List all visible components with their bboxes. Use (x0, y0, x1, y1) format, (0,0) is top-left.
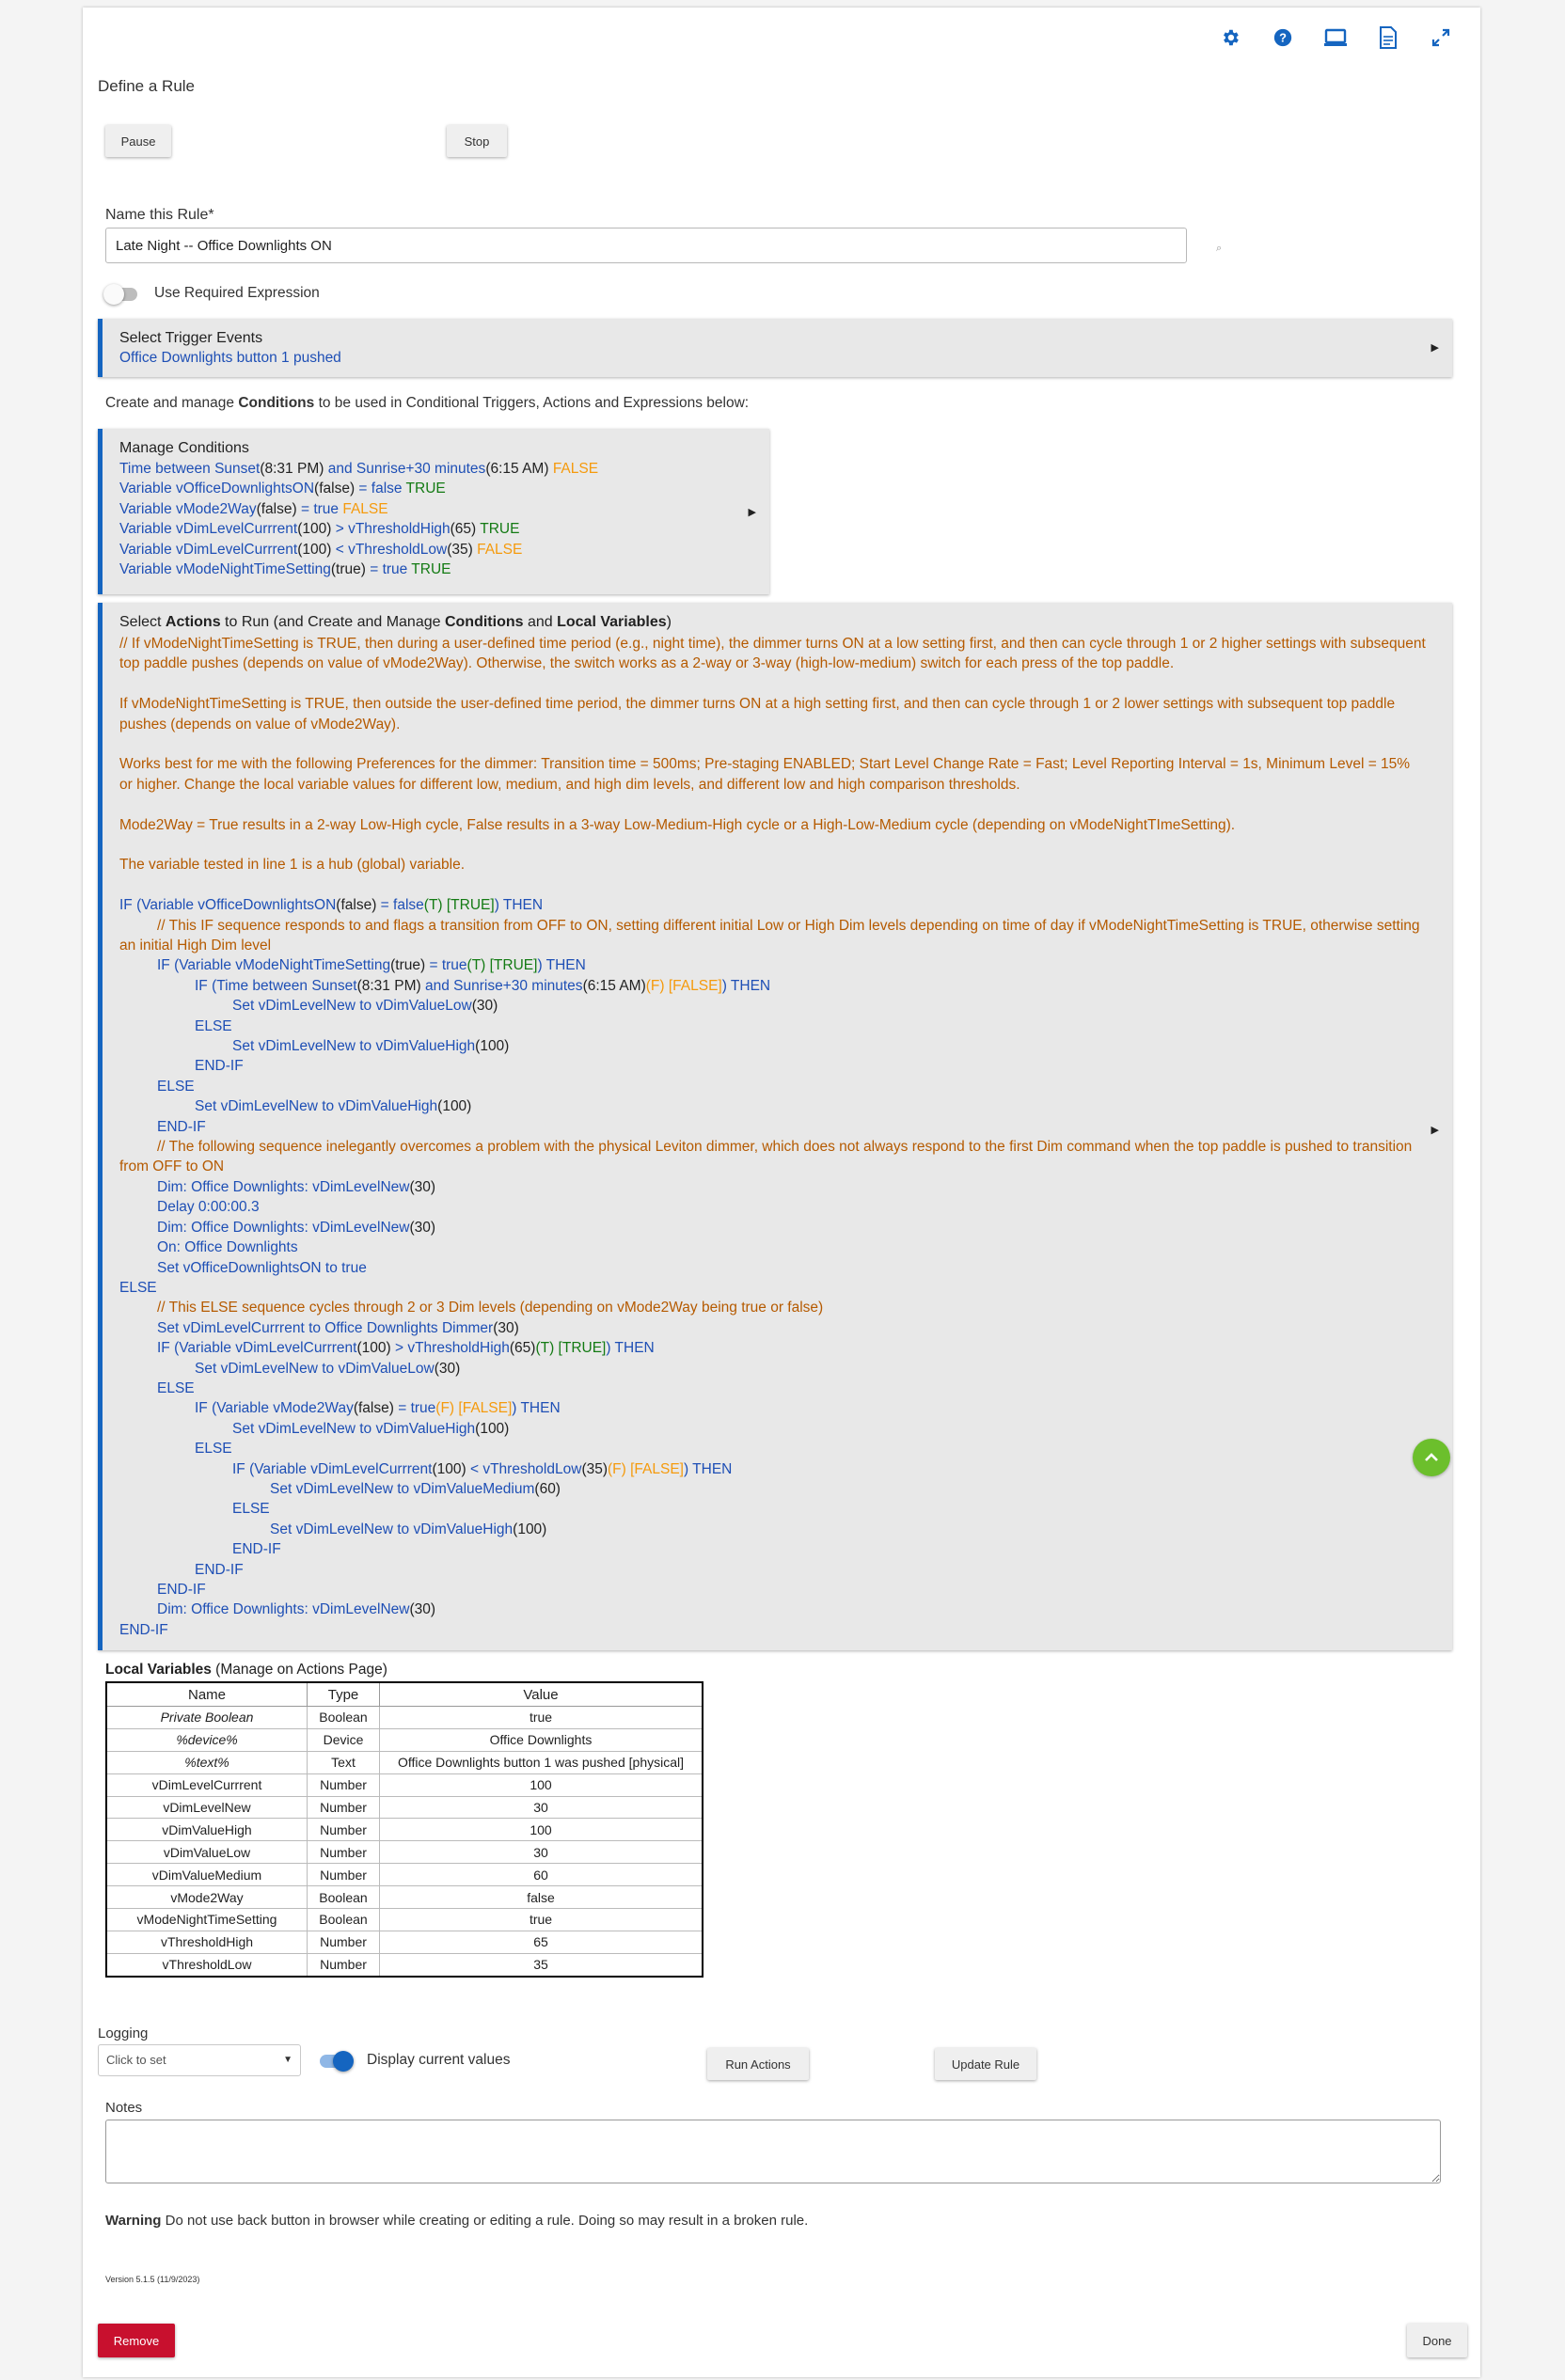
local-variables-table (105, 1681, 703, 1978)
action-line (119, 1580, 1427, 1600)
action-line (119, 1177, 1427, 1197)
table-row (106, 1819, 703, 1841)
table-row (106, 1953, 703, 1976)
action-line (119, 1620, 1427, 1640)
table-cell-name: vDimValueMedium (106, 1864, 308, 1886)
action-comment: // If vModeNightTimeSetting is TRUE, then during a user-defined time period (e.g., night time), the dimmer turns ON at a low setting first, and then can cycle through 1 or 2 higher settings with subsequent top paddle pushes (depends on value of vMode2Way). Otherwise, the switch works as a 2-way or 3-way (high-low-medium) switch for each press of the top paddle. (119, 636, 1426, 672)
condition-line (119, 540, 598, 560)
code-segment: Set vDimLevelNew to vDimValueHigh (232, 1038, 476, 1055)
code-segment: (false) (256, 500, 297, 517)
table-cell-type: Number (308, 1819, 380, 1841)
action-line (119, 1560, 1427, 1580)
table-cell-name: vThresholdHigh (106, 1931, 308, 1953)
actions-panel[interactable] (98, 603, 1452, 1650)
action-code (119, 895, 1427, 1640)
code-segment: IF (Variable vOfficeDownlightsON (119, 897, 337, 914)
code-segment: = true (393, 1400, 436, 1417)
code-segment: Variable vOfficeDownlightsON (119, 481, 315, 497)
expand-arrow-icon: ▶ (748, 507, 756, 518)
condition-line (119, 499, 598, 519)
code-segment: Variable vMode2Way (119, 500, 257, 517)
action-line (119, 1237, 1427, 1257)
actions-heading-part: Conditions (444, 614, 524, 630)
code-segment: On: Office Downlights (157, 1239, 298, 1256)
actions-heading-part: and (523, 614, 558, 630)
table-cell-value: true (380, 1707, 703, 1729)
action-line (119, 1077, 1427, 1096)
condition-line (119, 560, 598, 579)
code-segment: END-IF (157, 1582, 206, 1599)
code-segment: (F) [FALSE] (608, 1460, 684, 1477)
chevron-up-icon (1423, 1449, 1440, 1466)
remove-button[interactable]: Remove (98, 2324, 175, 2357)
table-cell-type: Boolean (308, 1707, 380, 1729)
action-line (119, 1499, 1427, 1519)
action-line (119, 916, 1427, 956)
table-cell-type: Boolean (308, 1909, 380, 1931)
code-segment: (30) (471, 998, 498, 1015)
action-line (119, 1359, 1427, 1379)
code-segment: Set vDimLevelNew to vDimValueHigh (195, 1098, 438, 1115)
table-cell-type: Text (308, 1751, 380, 1773)
code-segment: Dim: Office Downlights: vDimLevelNew (157, 1601, 410, 1618)
code-segment: (8:31 PM) (260, 461, 324, 477)
code-segment: (65) (450, 521, 477, 538)
pause-button[interactable]: Pause (105, 125, 171, 157)
code-segment: END-IF (157, 1118, 206, 1135)
code-segment: ELSE (157, 1379, 195, 1396)
table-row (106, 1751, 703, 1773)
table-cell-value: Office Downlights button 1 was pushed [physical] (380, 1751, 703, 1773)
action-line (119, 1520, 1427, 1539)
table-cell-type: Number (308, 1796, 380, 1819)
action-line (119, 1298, 1427, 1317)
table-cell-value: true (380, 1909, 703, 1931)
code-segment: Delay 0:00:00.3 (157, 1199, 260, 1216)
table-cell-type: Device (308, 1728, 380, 1751)
table-cell-name: Private Boolean (106, 1707, 308, 1729)
code-segment: < vThresholdLow (466, 1460, 582, 1477)
code-segment: IF (Variable vMode2Way (195, 1400, 354, 1417)
action-line (119, 955, 1427, 975)
code-segment: = false (376, 897, 424, 914)
action-line (119, 1197, 1427, 1217)
code-segment: (T) [TRUE] (466, 957, 538, 974)
code-segment: ) THEN (512, 1400, 561, 1417)
table-cell-value: 35 (380, 1953, 703, 1976)
condition-line (119, 479, 598, 498)
action-line (119, 1096, 1427, 1116)
table-cell-type: Number (308, 1864, 380, 1886)
logging-select[interactable] (98, 2044, 301, 2076)
action-line (119, 1459, 1427, 1479)
display-values-toggle[interactable] (320, 2055, 352, 2068)
action-line (119, 976, 1427, 996)
action-line (119, 1439, 1427, 1458)
code-segment: FALSE (339, 500, 388, 517)
actions-heading-part: Actions (165, 614, 221, 630)
code-segment: > vThresholdHigh (390, 1340, 510, 1357)
code-segment: (100) (356, 1340, 391, 1357)
actions-heading-part: Local Variables (557, 614, 667, 630)
stop-button[interactable]: Stop (447, 125, 507, 157)
table-cell-name: vDimValueHigh (106, 1819, 308, 1841)
code-segment: // This IF sequence responds to and flags a transition from OFF to ON, setting different initial Low or High Dim levels depending on time of day if vModeNightTimeSetting is TRUE, otherwise setting an initial High Dim level (119, 917, 1424, 954)
table-cell-value: 100 (380, 1773, 703, 1796)
action-line (119, 1398, 1427, 1418)
action-line (119, 1379, 1427, 1398)
gear-icon[interactable] (1204, 19, 1257, 56)
code-segment: = true (425, 957, 467, 974)
table-cell-value: Office Downlights (380, 1728, 703, 1751)
action-line (119, 1056, 1427, 1076)
action-comment: Mode2Way = True results in a 2-way Low-High cycle, False results in a 3-way Low-Medium-High cycle or a High-Low-Medium cycle (depending on vModeNightTImeSetting). (119, 816, 1236, 833)
table-row (106, 1841, 703, 1864)
actions-heading-part: ) (666, 614, 672, 630)
action-line (119, 895, 1427, 915)
code-segment: (100) (437, 1098, 472, 1115)
trigger-events-panel[interactable] (98, 319, 1452, 377)
conditions-list (119, 459, 598, 579)
table-cell-name: %text% (106, 1751, 308, 1773)
expand-arrow-icon: ▶ (1431, 342, 1439, 354)
table-cell-value: 60 (380, 1864, 703, 1886)
table-row (106, 1909, 703, 1931)
table-cell-type: Number (308, 1931, 380, 1953)
code-segment: (8:31 PM) (356, 977, 421, 994)
table-cell-name: vThresholdLow (106, 1953, 308, 1976)
done-button[interactable]: Done (1407, 2324, 1467, 2357)
document-icon[interactable] (1362, 19, 1415, 56)
code-segment: (false) (353, 1400, 394, 1417)
warning-text: Warning Do not use back button in browser while creating or editing a rule. Doing so may result in a broken rule. (105, 2213, 809, 2229)
table-cell-type: Number (308, 1773, 380, 1796)
help-icon[interactable] (1257, 19, 1309, 56)
code-segment: TRUE (402, 481, 446, 497)
action-line (119, 1419, 1427, 1439)
code-segment: END-IF (195, 1561, 244, 1578)
code-segment: (100) (432, 1460, 466, 1477)
code-segment: (F) [FALSE] (645, 977, 722, 994)
code-segment: Set vDimLevelNew to vDimValueLow (195, 1360, 435, 1377)
trigger-events-summary: Office Downlights button 1 pushed (119, 350, 341, 366)
table-row (106, 1931, 703, 1953)
condition-line (119, 519, 598, 539)
code-segment: > vThresholdHigh (331, 521, 451, 538)
table-row (106, 1728, 703, 1751)
code-segment: (true) (330, 561, 366, 578)
column-header: Name (106, 1682, 308, 1707)
display-values-label: Display current values (367, 2052, 511, 2068)
action-line (119, 1539, 1427, 1559)
action-line (119, 1318, 1427, 1338)
notes-textarea[interactable] (105, 2120, 1441, 2183)
code-segment: ELSE (195, 1017, 232, 1034)
action-line (119, 1278, 1427, 1298)
run-actions-button[interactable]: Run Actions (707, 2048, 809, 2080)
code-segment: FALSE (472, 541, 523, 558)
code-segment: FALSE (548, 461, 599, 477)
code-segment: ELSE (119, 1279, 157, 1296)
action-line (119, 1137, 1427, 1177)
code-segment: Set vDimLevelNew to vDimValueLow (232, 998, 472, 1015)
action-line (119, 1017, 1427, 1036)
actions-heading-part: to Run (and Create and Manage (220, 614, 445, 630)
rule-page (83, 8, 1480, 2377)
code-segment: END-IF (119, 1621, 168, 1638)
table-cell-name: vDimValueLow (106, 1841, 308, 1864)
toggle-knob (333, 2051, 354, 2072)
actions-heading-part: Select (119, 614, 166, 630)
code-segment: (100) (297, 541, 332, 558)
action-line (119, 1218, 1427, 1237)
condition-line (119, 459, 598, 479)
code-segment: and Sunrise+30 minutes (420, 977, 583, 994)
code-segment: ELSE (195, 1441, 232, 1458)
code-segment: < vThresholdLow (331, 541, 448, 558)
scroll-up-button[interactable] (1413, 1439, 1450, 1476)
required-expression-toggle[interactable] (105, 288, 137, 301)
expand-icon[interactable] (1415, 19, 1467, 56)
rule-name-input[interactable] (105, 228, 1187, 263)
code-segment: (100) (297, 521, 332, 538)
table-row (106, 1886, 703, 1909)
code-segment: ) THEN (721, 977, 771, 994)
expand-arrow-icon: ▶ (1431, 1125, 1439, 1136)
table-cell-name: vDimLevelNew (106, 1796, 308, 1819)
local-variables-heading: Local Variables (Manage on Actions Page) (105, 1662, 387, 1678)
code-segment: (6:15 AM) (485, 461, 549, 477)
table-cell-name: %device% (106, 1728, 308, 1751)
table-row (106, 1707, 703, 1729)
code-segment: (30) (409, 1219, 436, 1236)
code-segment: Set vDimLevelNew to vDimValueHigh (232, 1420, 476, 1437)
code-segment: (F) [FALSE] (435, 1400, 513, 1417)
table-cell-type: Number (308, 1841, 380, 1864)
code-segment: (100) (475, 1038, 510, 1055)
conditions-intro: Create and manage Conditions to be used in Conditional Triggers, Actions and Expressions below: (105, 395, 750, 411)
actions-heading (119, 614, 672, 631)
logging-label: Logging (98, 2025, 149, 2041)
code-segment: (65) (509, 1340, 536, 1357)
table-cell-value: 100 (380, 1819, 703, 1841)
code-segment: END-IF (195, 1058, 244, 1075)
code-segment: (30) (409, 1178, 436, 1195)
action-comment: Works best for me with the following Preferences for the dimmer: Transition time = 500ms; Pre-staging ENABLED; Start Level Change Rate = Fast; Level Reporting Interval = 1s, Minimum Level = 15% or higher. Change the local variable values for different low, medium, and high dim levels, and different low and high comparison thresholds. (119, 756, 1411, 793)
manage-conditions-panel[interactable] (98, 429, 769, 594)
table-cell-type: Boolean (308, 1886, 380, 1909)
code-segment: (30) (434, 1360, 461, 1377)
code-segment: IF (Time between Sunset (195, 977, 357, 994)
manage-conditions-heading: Manage Conditions (119, 440, 249, 456)
chevron-down-icon: ▼ (283, 2055, 292, 2065)
table-cell-type: Number (308, 1953, 380, 1976)
toggle-knob (103, 284, 124, 305)
code-segment: TRUE (476, 521, 520, 538)
code-segment: IF (Variable vModeNightTimeSetting (157, 957, 391, 974)
code-segment: Variable vDimLevelCurrrent (119, 541, 298, 558)
code-segment: (6:15 AM) (582, 977, 646, 994)
table-cell-value: false (380, 1886, 703, 1909)
code-segment: IF (Variable vDimLevelCurrrent (157, 1340, 357, 1357)
link-icon: ⌕ (1216, 243, 1223, 254)
code-segment: TRUE (407, 561, 451, 578)
code-segment: Set vDimLevelNew to vDimValueHigh (270, 1521, 514, 1537)
code-segment: (100) (513, 1521, 547, 1537)
table-row (106, 1864, 703, 1886)
action-line (119, 1600, 1427, 1619)
code-segment: ) THEN (606, 1340, 655, 1357)
code-segment: ELSE (157, 1078, 195, 1095)
action-line (119, 1258, 1427, 1278)
action-line (119, 1117, 1427, 1137)
code-segment: (100) (475, 1420, 510, 1437)
code-segment: ) THEN (537, 957, 586, 974)
code-segment: END-IF (232, 1541, 281, 1558)
action-comment: If vModeNightTimeSetting is TRUE, then outside the user-defined time period, the dimmer turns ON at a high setting first, and then can cycle through 1 or 2 lower settings with subsequent top paddle pushes (depends on value of vMode2Way). (119, 696, 1396, 733)
code-segment: (T) [TRUE] (535, 1340, 607, 1357)
table-row (106, 1773, 703, 1796)
logging-select-value: Click to set (106, 2053, 166, 2067)
code-segment: Set vDimLevelNew to vDimValueMedium (270, 1480, 535, 1497)
column-header: Type (308, 1682, 380, 1707)
code-segment: Variable vDimLevelCurrrent (119, 521, 298, 538)
code-segment: (false) (314, 481, 356, 497)
code-segment: ELSE (232, 1501, 270, 1518)
code-segment: Dim: Office Downlights: vDimLevelNew (157, 1219, 410, 1236)
required-expression-label: Use Required Expression (154, 285, 320, 301)
code-segment: and Sunrise+30 minutes (324, 461, 486, 477)
code-segment: (60) (534, 1480, 561, 1497)
actions-body (119, 634, 1427, 1640)
code-segment: // The following sequence inelegantly overcomes a problem with the physical Leviton dimmer, which does not always respond to the first Dim command when the top paddle is pushed to transition from OFF to ON (119, 1139, 1416, 1175)
toolbar-icons (1204, 19, 1467, 56)
version-text: Version 5.1.5 (11/9/2023) (105, 2275, 200, 2284)
table-cell-name: vDimLevelCurrrent (106, 1773, 308, 1796)
code-segment: ) THEN (683, 1460, 733, 1477)
code-segment: (T) [TRUE] (423, 897, 495, 914)
action-line (119, 1036, 1427, 1056)
code-segment: Variable vModeNightTimeSetting (119, 561, 331, 578)
update-rule-button[interactable]: Update Rule (935, 2048, 1036, 2080)
monitor-icon[interactable] (1309, 19, 1362, 56)
column-header: Value (380, 1682, 703, 1707)
action-line (119, 1338, 1427, 1358)
action-line (119, 1479, 1427, 1499)
code-segment: (35) (447, 541, 473, 558)
code-segment: = false (355, 481, 403, 497)
code-segment: // This ELSE sequence cycles through 2 or 3 Dim levels (depending on vMode2Way being true or false) (157, 1300, 824, 1316)
notes-label: Notes (105, 2100, 143, 2116)
code-segment: = true (296, 500, 340, 517)
code-segment: Time between Sunset (119, 461, 261, 477)
svg-text:?: ? (1279, 30, 1287, 45)
code-segment: (false) (336, 897, 377, 914)
code-segment: Set vOfficeDownlightsON to true (157, 1259, 367, 1276)
code-segment: ) THEN (494, 897, 544, 914)
page-title: Define a Rule (98, 77, 196, 95)
code-segment: = true (365, 561, 408, 578)
rule-name-label: Name this Rule* (105, 207, 214, 223)
code-segment: (35) (581, 1460, 609, 1477)
code-segment: Dim: Office Downlights: vDimLevelNew (157, 1178, 410, 1195)
table-cell-name: vMode2Way (106, 1886, 308, 1909)
action-line (119, 996, 1427, 1016)
table-cell-value: 65 (380, 1931, 703, 1953)
trigger-events-heading: Select Trigger Events (119, 330, 263, 346)
code-segment: Set vDimLevelCurrrent to Office Downlights Dimmer (157, 1319, 494, 1336)
table-row (106, 1796, 703, 1819)
table-cell-value: 30 (380, 1841, 703, 1864)
code-segment: (30) (493, 1319, 519, 1336)
code-segment: (true) (390, 957, 426, 974)
table-cell-value: 30 (380, 1796, 703, 1819)
code-segment: (30) (409, 1601, 436, 1618)
action-comment: The variable tested in line 1 is a hub (global) variable. (119, 857, 466, 874)
code-segment: IF (Variable vDimLevelCurrrent (232, 1460, 433, 1477)
table-cell-name: vModeNightTimeSetting (106, 1909, 308, 1931)
